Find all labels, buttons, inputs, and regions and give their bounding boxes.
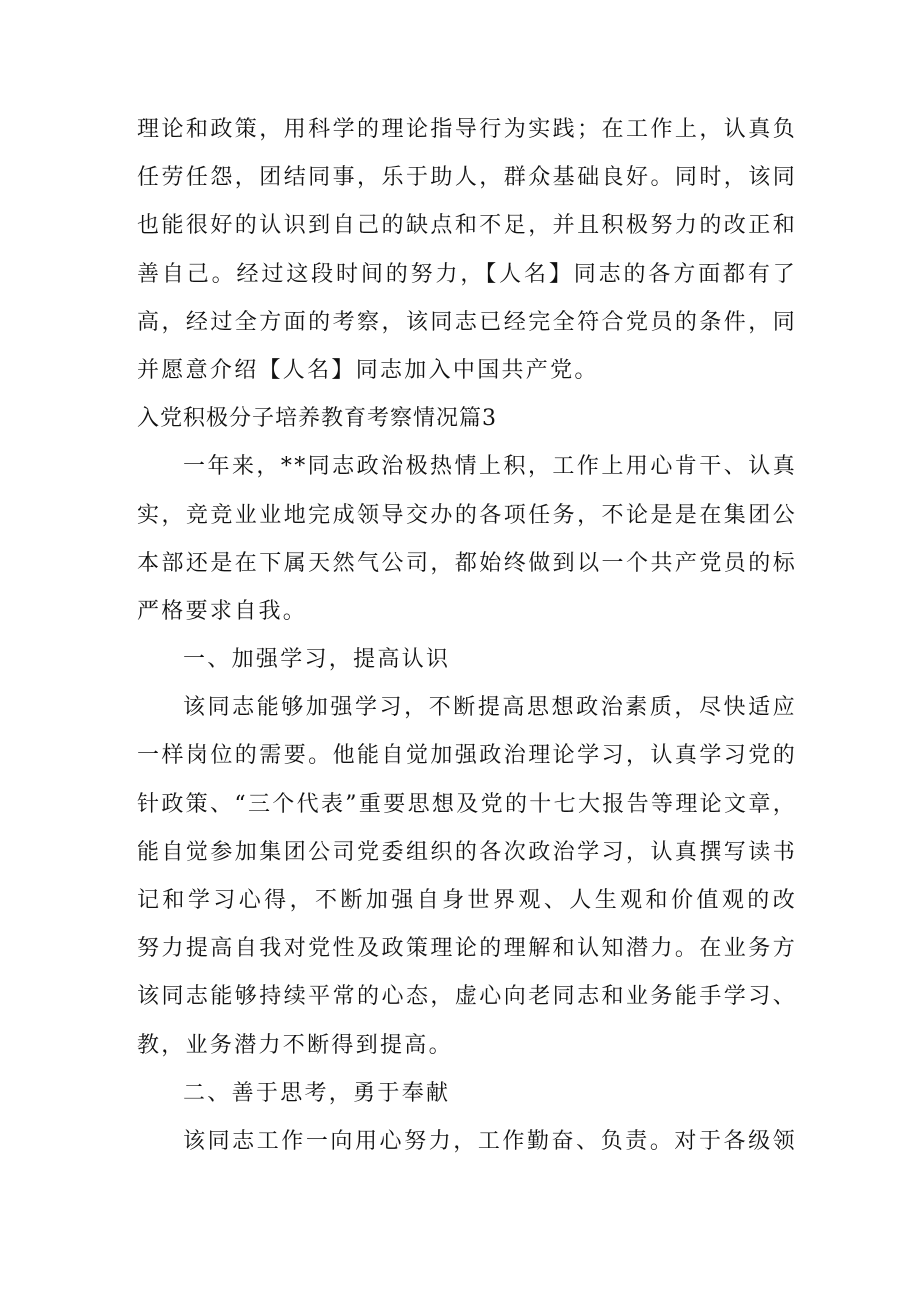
text-line: 记和学习心得，不断加强自身世界观、人生观和价值观的改 xyxy=(137,888,797,913)
text-line: 一样岗位的需要。他能自觉加强政治理论学习，认真学习党的 xyxy=(137,743,797,769)
text-line: 努力提高自我对党性及政策理论的理解和认知潜力。在业务方 xyxy=(137,936,797,962)
text-line: 教，业务潜力不断得到提高。 xyxy=(137,1032,453,1058)
text-line: 该同志能够持续平常的心态，虚心向老同志和业务能手学习、 xyxy=(137,984,797,1010)
text-line: 理论和政策，用科学的理论指导行为实践；在工作上，认真负 xyxy=(137,117,797,142)
text-line: 善自己。经过这段时间的努力，【人名】同志的各方面都有了 xyxy=(137,261,797,287)
text-line: 高，经过全方面的考察，该同志已经完全符合党员的条件，同 xyxy=(137,309,797,335)
section-heading: 入党积极分子培养教育考察情况篇3 xyxy=(137,406,497,432)
text-line: 针政策、“三个代表”重要思想及党的十七大报告等理论文章， xyxy=(137,791,797,817)
text-line: 该同志工作一向用心努力，工作勤奋、负责。对于各级领 xyxy=(183,1128,797,1154)
text-line: 该同志能够加强学习，不断提高思想政治素质，尽快适应 xyxy=(183,695,797,721)
text-line: 能自觉参加集团公司党委组织的各次政治学习，认真撰写读书 xyxy=(137,839,797,865)
text-line: 任劳任怨，团结同事，乐于助人，群众基础良好。同时，该同 xyxy=(137,165,797,191)
text-line: 一年来，**同志政治极热情上积，工作上用心肯干、认真 xyxy=(183,454,797,480)
text-line: 本部还是在下属天然气公司，都始终做到以一个共产党员的标 xyxy=(137,550,797,576)
document-body xyxy=(137,106,797,1166)
text-line: 并愿意介绍【人名】同志加入中国共产党。 xyxy=(137,357,599,383)
text-line: 严格要求自我。 xyxy=(137,598,308,624)
text-line: 实，竞竞业业地完成领导交办的各项任务，不论是是在集团公 xyxy=(137,502,797,528)
text-line: 二、善于思考，勇于奉献 xyxy=(183,1080,451,1106)
text-line: 一、加强学习，提高认识 xyxy=(183,647,451,673)
text-line: 也能很好的认识到自己的缺点和不足，并且积极努力的改正和 xyxy=(137,213,797,239)
